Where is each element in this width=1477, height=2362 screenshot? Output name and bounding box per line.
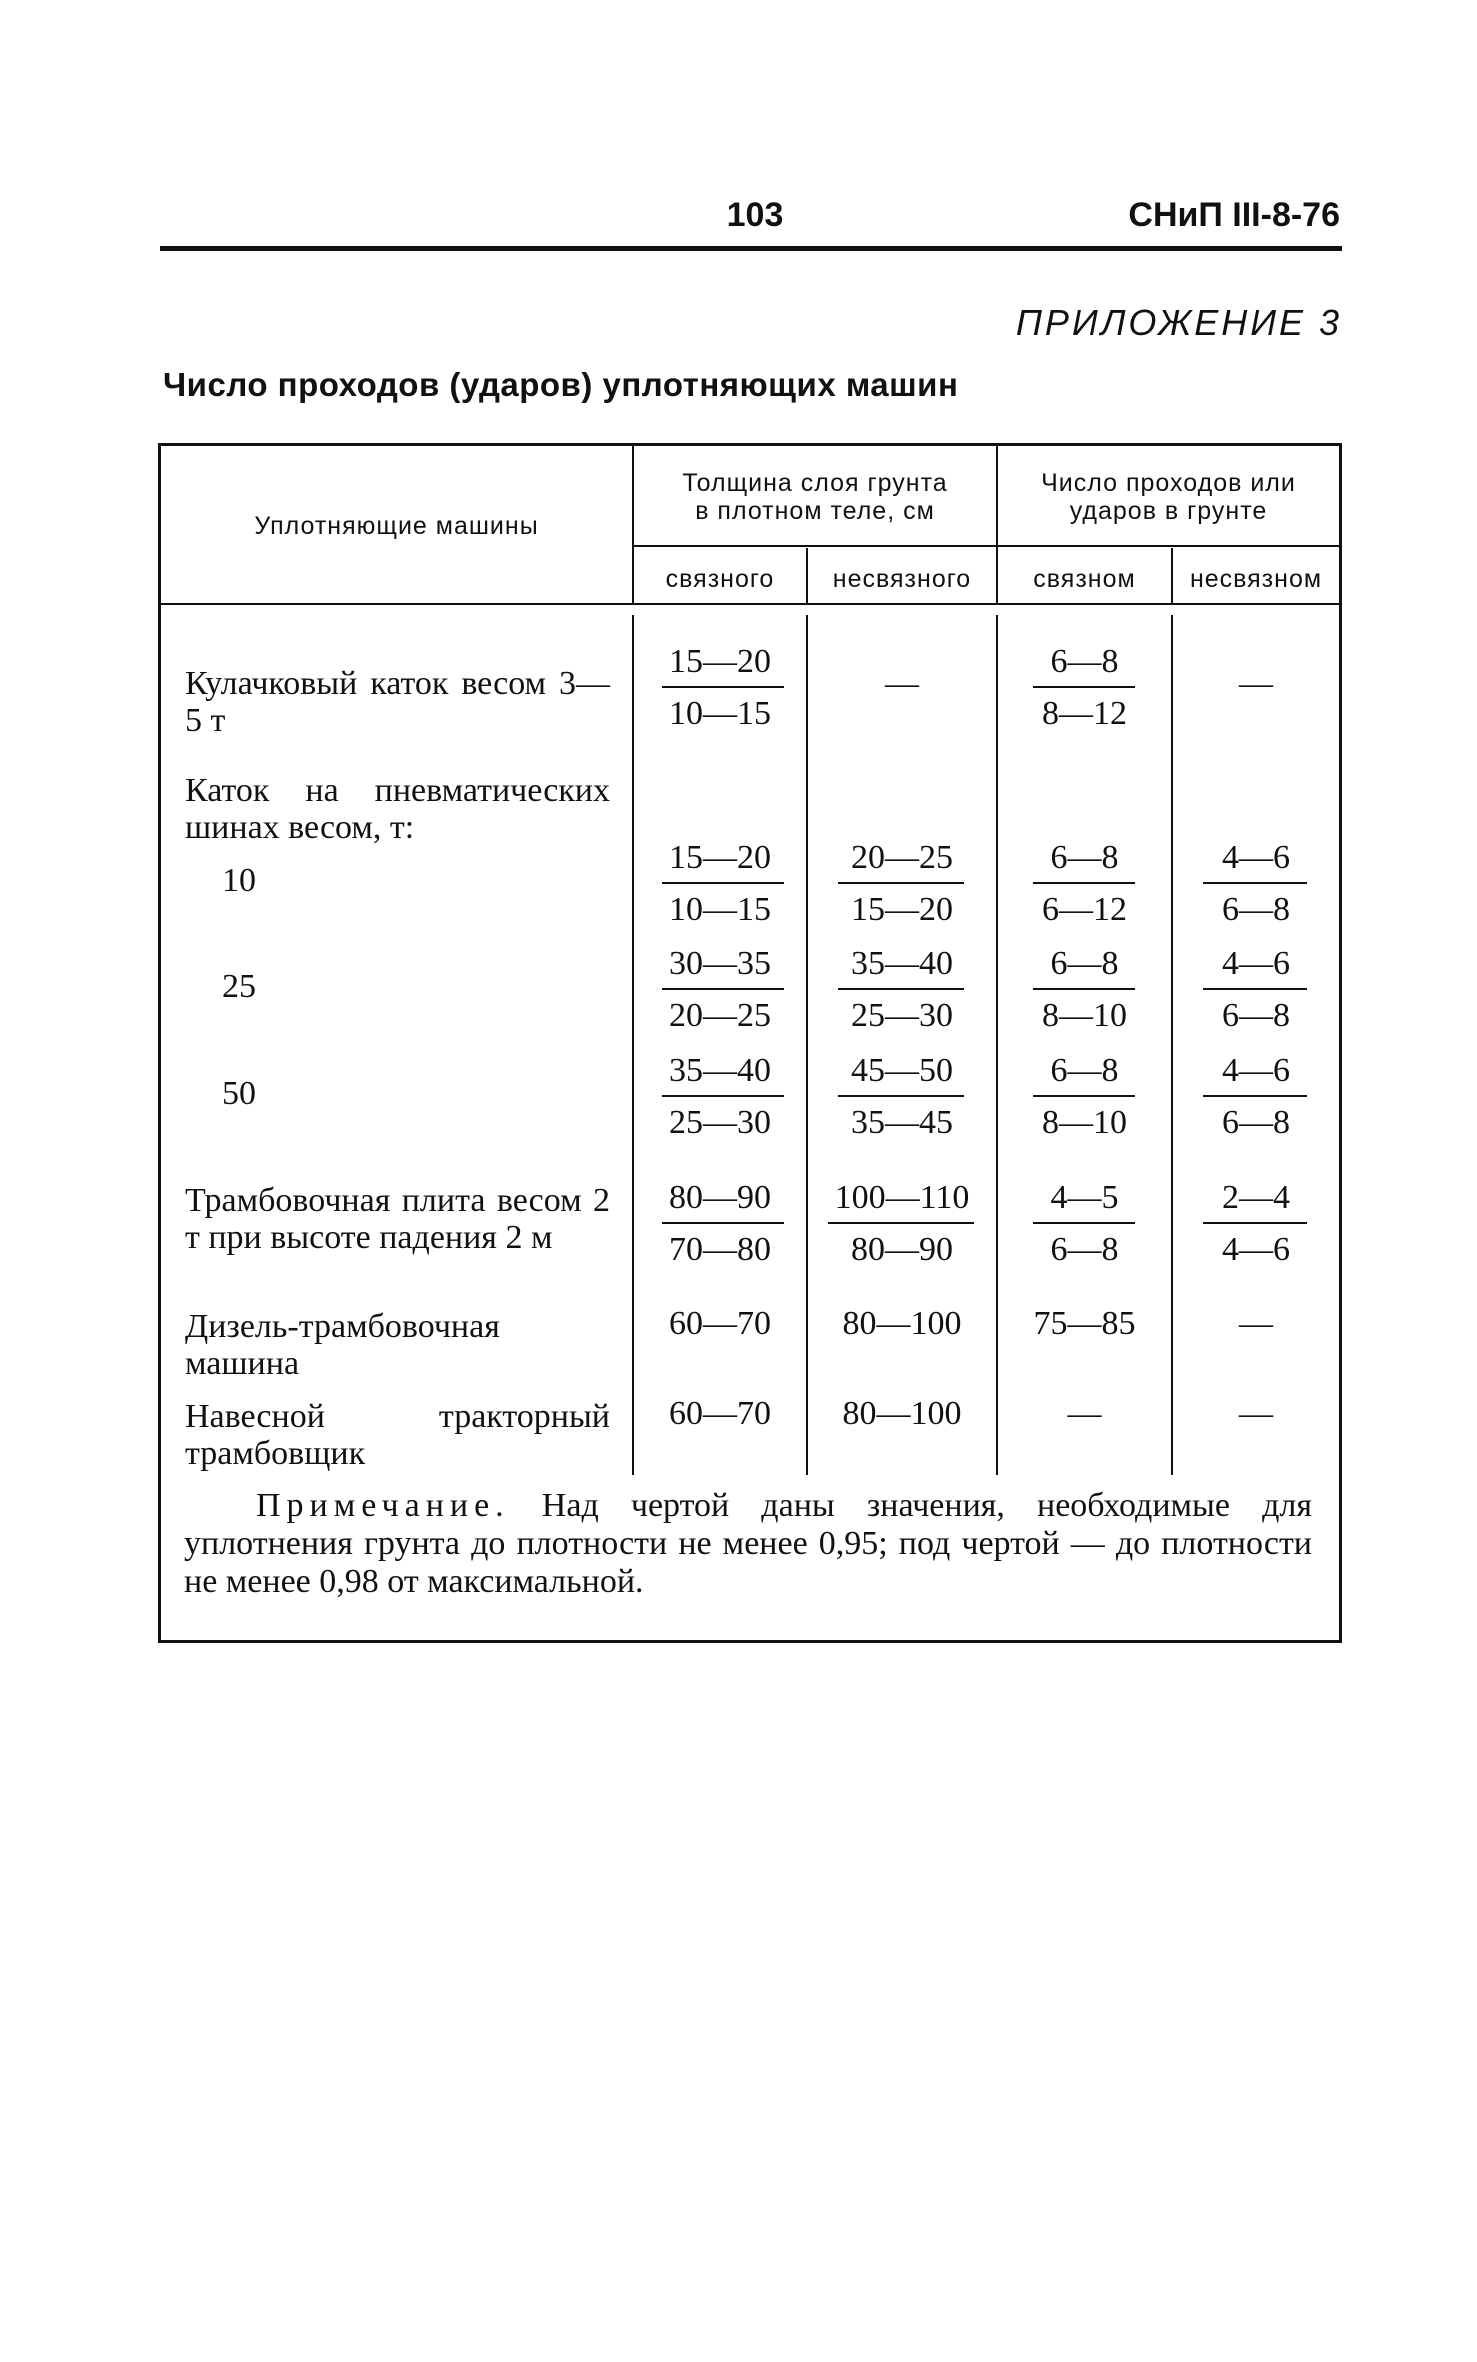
fraction-bar [1033,988,1135,990]
body-divider [1171,615,1173,1475]
header-thickness-line-1: Толщина слоя грунта [682,469,948,497]
header-passes [998,469,1339,525]
header-thickness-line-2: в плотном теле, см [695,497,935,525]
body-divider [632,615,634,1475]
header-machines: Уплотняющие машины [254,512,539,540]
cell-diesel-c1: 60—70 [669,1305,771,1342]
table-top-border [160,443,1342,446]
fraction-bar [838,882,964,884]
cell-kulach-c1-bottom: 10—15 [669,695,771,732]
row-label-pneumatic: Каток на пневматических шинах весом, т: [185,772,610,846]
header-bottom-rule [160,603,1342,605]
table-bottom-border [160,1640,1342,1643]
fraction-bar [1203,988,1307,990]
cell-kulach-c2: — [885,665,919,702]
header-passes-line-1: Число проходов или [1041,469,1296,497]
cell-10-c1-top: 15—20 [669,839,771,876]
cell-diesel-c2: 80—100 [842,1305,962,1342]
cell-10-c3-top: 6—8 [1050,839,1119,876]
cell-10-c4-top: 4—6 [1222,839,1290,876]
appendix-label: ПРИЛОЖЕНИЕ 3 [1015,302,1342,343]
note-body: Над чертой даны значения, необходимые для уплотнения грунта до плотности не менее 0,95; под чертой — до плотности не менее 0,98 от максимальной. [184,1487,1312,1600]
cell-25-c3-top: 6—8 [1050,945,1119,982]
table-right-border [1339,443,1342,1643]
cell-plate-c4-top: 2—4 [1222,1179,1290,1216]
table-title: Число проходов (ударов) уплотняющих машин [163,366,959,403]
table-left-border [158,443,161,1643]
row-label-10t: 10 [222,862,256,899]
body-divider [996,615,998,1475]
cell-25-c1-bottom: 20—25 [669,997,771,1034]
cell-plate-c1-bottom: 70—80 [669,1231,771,1268]
cell-10-c2-top: 20—25 [851,839,953,876]
header-subrule [632,545,1342,547]
cell-10-c4-bottom: 6—8 [1222,891,1290,928]
fraction-bar [1033,686,1135,688]
fraction-bar [838,1095,964,1097]
cell-plate-c3-top: 4—5 [1050,1179,1119,1216]
cell-kulach-c3-bottom: 8—12 [1042,695,1127,732]
fraction-bar [1033,1095,1135,1097]
cell-10-c2-bottom: 15—20 [851,891,953,928]
cell-50-c2-top: 45—50 [851,1052,953,1089]
fraction-bar [662,882,784,884]
header-sub-cohesive: связного [665,565,775,593]
header-sub-noncohesive: несвязного [832,565,972,593]
cell-tractor-c4: — [1239,1395,1273,1432]
cell-50-c3-bottom: 8—10 [1042,1104,1127,1141]
header-thickness [634,469,996,525]
cell-25-c1-top: 30—35 [669,945,771,982]
cell-50-c2-bottom: 35—45 [851,1104,953,1141]
cell-25-c2-bottom: 25—30 [851,997,953,1034]
page-number: 103 [726,196,784,234]
cell-25-c4-bottom: 6—8 [1222,997,1290,1034]
header-sub-noncohesive-soil: несвязном [1189,565,1323,593]
fraction-bar [1203,1222,1307,1224]
fraction-bar [838,988,964,990]
fraction-bar [1033,882,1135,884]
cell-10-c3-bottom: 6—12 [1042,891,1127,928]
body-divider [806,615,808,1475]
cell-50-c1-bottom: 25—30 [669,1104,771,1141]
cell-tractor-c3: — [1067,1395,1102,1432]
fraction-bar [1203,882,1307,884]
cell-25-c2-top: 35—40 [851,945,953,982]
note-heading: Примечание. [256,1487,510,1524]
cell-50-c1-top: 35—40 [669,1052,771,1089]
row-label-50t: 50 [222,1075,256,1112]
cell-plate-c4-bottom: 4—6 [1222,1231,1290,1268]
cell-tractor-c2: 80—100 [842,1395,962,1432]
cell-25-c3-bottom: 8—10 [1042,997,1127,1034]
header-passes-line-2: ударов в грунте [1069,497,1268,525]
fraction-bar [1203,1095,1307,1097]
row-label-tractor: Навесной тракторный трамбовщик [185,1398,610,1472]
fraction-bar [662,1095,784,1097]
table-note [184,1487,1312,1601]
row-label-kulach: Кулачковый каток весом 3—5 т [185,665,610,739]
document-code: СНиП III-8-76 [1128,196,1340,234]
cell-25-c4-top: 4—6 [1222,945,1290,982]
fraction-bar [662,1222,784,1224]
cell-kulach-c1-top: 15—20 [669,643,771,680]
fraction-bar [662,686,784,688]
fraction-bar [828,1222,974,1224]
cell-plate-c3-bottom: 6—8 [1050,1231,1119,1268]
fraction-bar [1033,1222,1135,1224]
header-sub-cohesive-soil: связном [1033,565,1136,593]
header-rule [160,246,1342,251]
cell-diesel-c4: — [1239,1305,1273,1342]
cell-plate-c2-bottom: 80—90 [851,1231,953,1268]
cell-tractor-c1: 60—70 [669,1395,771,1432]
row-label-25t: 25 [222,968,256,1005]
cell-50-c4-top: 4—6 [1222,1052,1290,1089]
cell-kulach-c3-top: 6—8 [1050,643,1119,680]
cell-plate-c1-top: 80—90 [669,1179,771,1216]
cell-diesel-c3: 75—85 [1033,1305,1136,1342]
cell-50-c3-top: 6—8 [1050,1052,1119,1089]
cell-10-c1-bottom: 10—15 [669,891,771,928]
fraction-bar [662,988,784,990]
row-label-plate: Трамбовочная плита весом 2 т при высоте падения 2 м [185,1182,610,1256]
cell-kulach-c4: — [1239,665,1273,702]
cell-50-c4-bottom: 6—8 [1222,1104,1290,1141]
row-label-diesel: Дизель-трамбовочная машина [185,1308,500,1382]
cell-plate-c2-top: 100—110 [834,1179,970,1216]
